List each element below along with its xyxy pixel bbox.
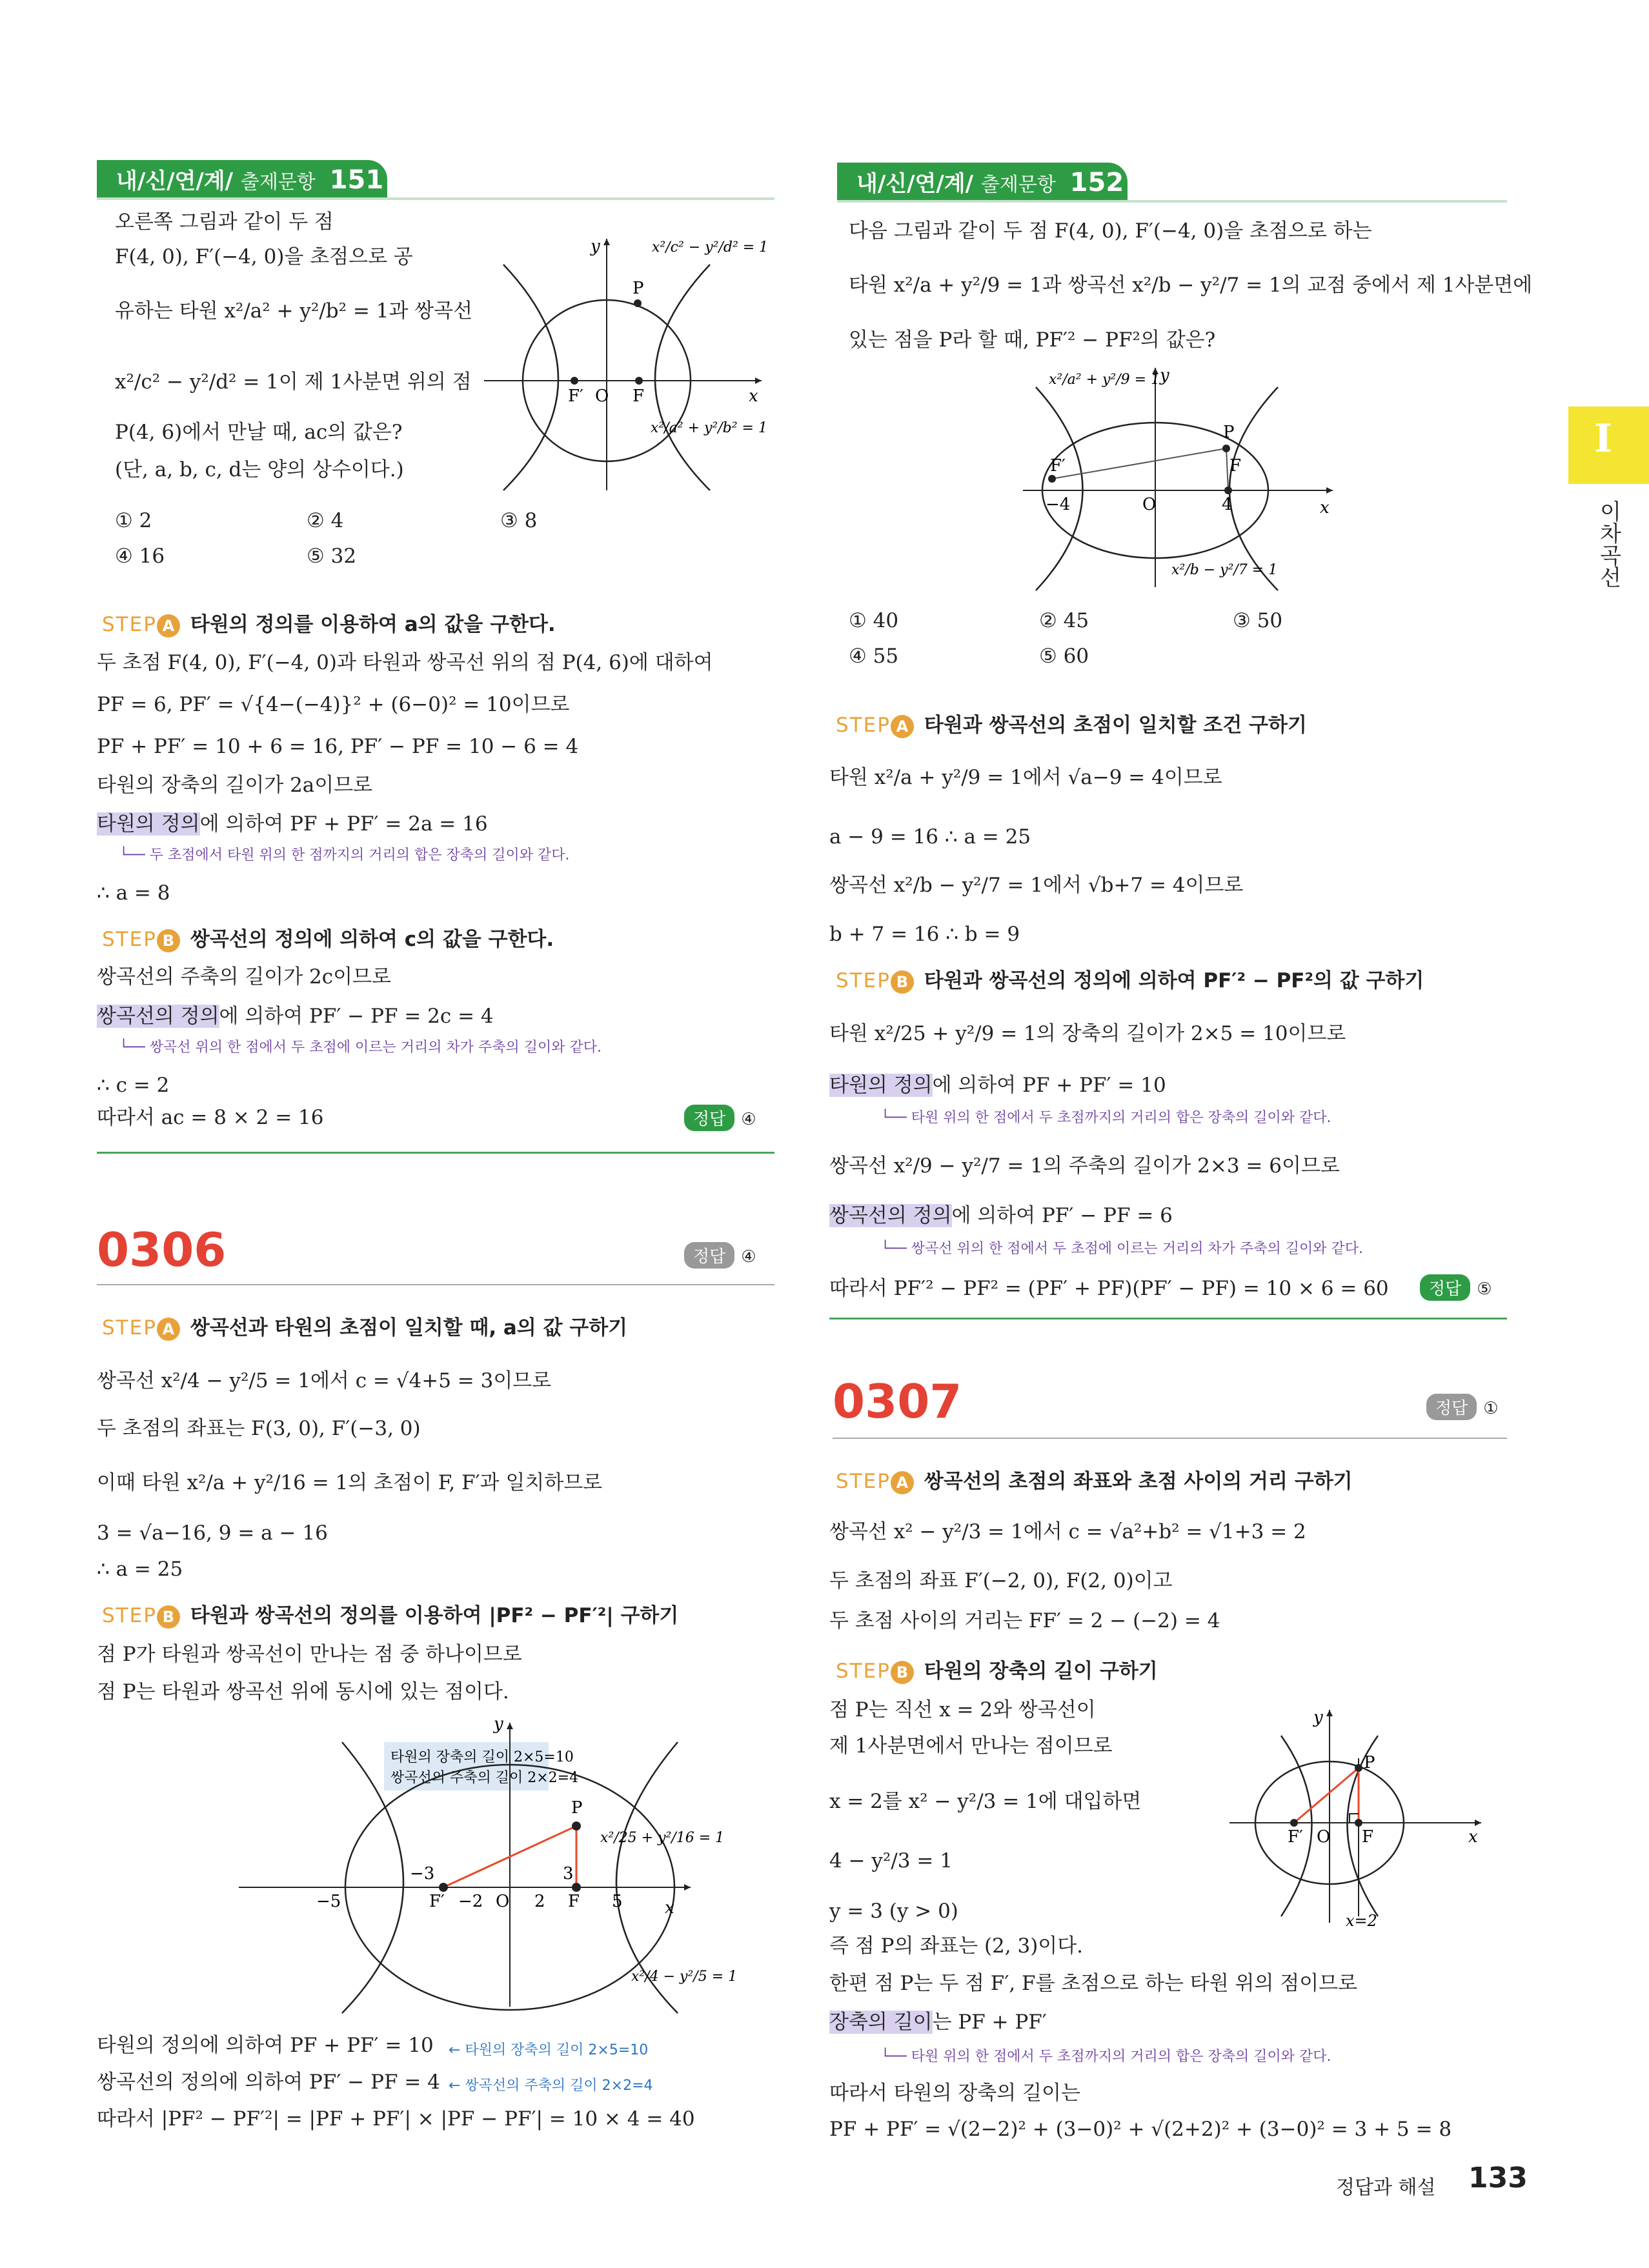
sol-line: PF = 6, PF′ = √{4−(−4)}² + (6−0)² = 10이므로 <box>97 693 570 716</box>
sol-line: a − 9 = 16 ∴ a = 25 <box>829 825 1031 848</box>
step-b-heading <box>836 1654 1158 1684</box>
fig-point-P: P <box>632 279 644 298</box>
sol-line <box>97 810 488 838</box>
sol-line <box>97 1002 494 1030</box>
step-title: 쌍곡선과 타원의 초점이 일치할 때, a의 값 구하기 <box>190 1316 628 1340</box>
p151-line: x²/c² − y²/d² = 1이 제 1사분면 위의 점 <box>115 370 472 394</box>
sol-line: ∴ a = 8 <box>97 881 170 905</box>
p152-line: 타원 x²/a + y²/9 = 1과 쌍곡선 x²/b − y²/7 = 1의 교점 중에서 제 1사분면에 <box>849 274 1533 297</box>
answer-badge <box>1426 1394 1499 1420</box>
sol-line: 한편 점 P는 두 점 F′, F를 초점으로 하는 타원 위의 점이므로 <box>829 1972 1358 1995</box>
sol-line: 점 P가 타원과 쌍곡선이 만나는 점 중 하나이므로 <box>97 1643 522 1666</box>
chapter-number: I <box>1594 416 1613 461</box>
p151-line: F(4, 0), F′(−4, 0)을 초점으로 공 <box>115 245 413 268</box>
step-a-heading <box>102 608 556 637</box>
step-b-heading <box>836 964 1424 994</box>
step-letter: B <box>157 1605 180 1629</box>
sol-line: x = 2를 x² − y²/3 = 1에 대입하면 <box>829 1790 1142 1813</box>
number-underline <box>97 1284 774 1285</box>
answer-badge <box>684 1242 756 1269</box>
sol-text: 에 의하여 PF′ − PF = 2c = 4 <box>219 1005 494 1028</box>
tag-prefix: 내/신/연/계/ <box>856 171 974 197</box>
answer-value: ① <box>1483 1399 1499 1418</box>
p151-line: P(4, 6)에서 만날 때, ac의 값은? <box>115 421 403 444</box>
choice: ② 4 <box>307 509 344 532</box>
footer-label: 정답과 해설 <box>1336 2176 1436 2199</box>
fig-point-Fp: F′ <box>429 1892 445 1911</box>
callout-2: 쌍곡선의 주축의 길이 2×2=4 <box>390 1770 579 1786</box>
choice: ④ 16 <box>115 545 165 568</box>
note: └── 쌍곡선 위의 한 점에서 두 초점에 이르는 거리의 차가 주축의 길이와 같다. <box>119 1039 602 1056</box>
step-a-heading <box>102 1311 627 1341</box>
sol-line: 두 초점 사이의 거리는 FF′ = 2 − (−2) = 4 <box>829 1609 1220 1632</box>
problem-151-tag <box>97 160 387 200</box>
highlight-term: 타원의 정의 <box>829 1074 933 1097</box>
fig-tick: 5 <box>612 1892 623 1911</box>
sol-line: 타원 x²/a + y²/9 = 1에서 √a−9 = 4이므로 <box>829 766 1222 789</box>
section-divider <box>829 1318 1507 1320</box>
step-letter: A <box>891 715 914 738</box>
page-number: 133 <box>1468 2162 1528 2194</box>
answer-badge <box>1420 1274 1492 1301</box>
fig-hyp-eq: x²/4 − y²/5 = 1 <box>631 1969 738 1985</box>
sol-line: 점 P는 직선 x = 2와 쌍곡선이 <box>829 1698 1096 1721</box>
answer-value: ④ <box>741 1110 756 1129</box>
fig-line-label: x=2 <box>1346 1912 1377 1930</box>
sol-line: 쌍곡선 x²/4 − y²/5 = 1에서 c = √4+5 = 3이므로 <box>97 1369 552 1392</box>
choice: ① 40 <box>849 609 899 632</box>
fig-point-Fp: F′ <box>568 386 583 406</box>
figure-0306 <box>239 1710 738 2020</box>
fig-ell-eq: x²/25 + y²/16 = 1 <box>600 1830 725 1846</box>
sol-line: ∴ a = 25 <box>97 1558 183 1581</box>
problem-number: 0306 <box>97 1223 227 1277</box>
step-label: STEP <box>836 714 891 737</box>
callout-1: 타원의 장축의 길이 2×5=10 <box>390 1749 574 1765</box>
sol-line: 쌍곡선의 주축의 길이가 2c이므로 <box>97 965 391 988</box>
fig-x-label: x <box>1320 498 1330 517</box>
sol-line: 4 − y²/3 = 1 <box>829 1849 953 1872</box>
sol-text: 에 의하여 PF + PF′ = 10 <box>932 1074 1166 1097</box>
tag-prefix: 내/신/연/계/ <box>116 168 234 194</box>
step-title: 타원의 정의를 이용하여 a의 값을 구한다. <box>190 613 556 636</box>
fig-point-F: F <box>568 1892 580 1911</box>
fig-y-label: y <box>1313 1708 1323 1727</box>
sol-line: 따라서 PF′² − PF² = (PF′ + PF)(PF′ − PF) = 10 × 6 = 60 <box>829 1277 1389 1300</box>
answer-label: 정답 <box>1420 1274 1470 1301</box>
sol-line: 즉 점 P의 좌표는 (2, 3)이다. <box>829 1934 1084 1958</box>
fig-point-Fp: F′ <box>1050 456 1066 476</box>
step-letter: A <box>157 1318 180 1341</box>
fig-origin: O <box>595 386 609 406</box>
fig-x-label: x <box>665 1898 674 1918</box>
answer-label: 정답 <box>684 1105 734 1131</box>
note: └── 타원 위의 한 점에서 두 초점까지의 거리의 합은 장축의 길이와 같다. <box>881 1110 1331 1126</box>
p151-line: 오른쪽 그림과 같이 두 점 <box>115 210 334 234</box>
fig-hyp-eq: x²/b − y²/7 = 1 <box>1171 562 1278 578</box>
sol-line: b + 7 = 16 ∴ b = 9 <box>829 923 1020 946</box>
step-letter: B <box>891 970 914 994</box>
sol-text: 에 의하여 PF′ − PF = 6 <box>951 1204 1173 1227</box>
sol-line: 타원 x²/25 + y²/9 = 1의 장축의 길이가 2×5 = 10이므로 <box>829 1022 1346 1045</box>
fig-tick: 2 <box>534 1892 545 1911</box>
step-letter: B <box>891 1661 914 1684</box>
chapter-label: 이차곡선 <box>1595 500 1621 588</box>
highlight-term: 쌍곡선의 정의 <box>97 1005 219 1028</box>
fig-hyp-eq: x²/c² − y²/d² = 1 <box>652 239 769 256</box>
p151-line: (단, a, b, c, d는 양의 상수이다.) <box>115 458 404 481</box>
sol-line: PF + PF′ = 10 + 6 = 16, PF′ − PF = 10 − 6 = 4 <box>97 735 579 758</box>
step-a-heading <box>836 1465 1353 1494</box>
fig-origin: O <box>1317 1827 1331 1847</box>
fig-x-label: x <box>749 386 758 406</box>
problem-152-tag <box>837 163 1128 203</box>
fig-ell-eq: x²/a² + y²/b² = 1 <box>651 420 767 436</box>
step-label: STEP <box>836 1470 891 1493</box>
step-title: 쌍곡선의 초점의 좌표와 초점 사이의 거리 구하기 <box>924 1470 1353 1493</box>
fig-x-label: x <box>1468 1827 1478 1847</box>
note: └── 타원 위의 한 점에서 두 초점까지의 거리의 합은 장축의 길이와 같다. <box>881 2049 1331 2065</box>
sol-line: PF + PF′ = √(2−2)² + (3−0)² + √(2+2)² + (3−0)² = 3 + 5 = 8 <box>829 2118 1452 2141</box>
sol-line <box>829 1201 1173 1230</box>
sol-line: ∴ c = 2 <box>97 1074 170 1097</box>
note: ← 타원의 장축의 길이 2×5=10 <box>449 2042 649 2058</box>
sol-line: 쌍곡선 x²/9 − y²/7 = 1의 주축의 길이가 2×3 = 6이므로 <box>829 1154 1340 1178</box>
choice: ① 2 <box>115 509 152 532</box>
sol-line: 쌍곡선 x² − y²/3 = 1에서 c = √a²+b² = √1+3 = 2 <box>829 1520 1306 1543</box>
fig-point-F: F <box>632 386 645 406</box>
note: └── 두 초점에서 타원 위의 한 점까지의 거리의 합은 장축의 길이와 같다. <box>119 847 570 863</box>
step-a-heading <box>836 708 1307 738</box>
sol-line: 따라서 타원의 장축의 길이는 <box>829 2082 1080 2105</box>
sol-line: 제 1사분면에서 만나는 점이므로 <box>829 1734 1113 1758</box>
p152-line: 있는 점을 P라 할 때, PF′² − PF²의 값은? <box>849 328 1216 352</box>
step-b-heading <box>102 1599 678 1629</box>
note-text: 쌍곡선 위의 한 점에서 두 초점에 이르는 거리의 차가 주축의 길이와 같다. <box>911 1241 1363 1257</box>
p152-line: 다음 그림과 같이 두 점 F(4, 0), F′(−4, 0)을 초점으로 하는 <box>849 219 1372 243</box>
fig-point-P: P <box>1364 1753 1375 1772</box>
choice: ④ 55 <box>849 645 899 668</box>
step-title: 타원과 쌍곡선의 초점이 일치할 조건 구하기 <box>924 714 1307 737</box>
step-label: STEP <box>102 928 157 951</box>
sol-line: 3 = √a−16, 9 = a − 16 <box>97 1521 328 1545</box>
fig-origin: O <box>496 1892 510 1911</box>
tag-number: 152 <box>1069 168 1124 197</box>
step-label: STEP <box>102 1604 157 1627</box>
sol-line: 두 초점의 좌표 F′(−2, 0), F(2, 0)이고 <box>829 1569 1173 1592</box>
tag-underline <box>97 197 774 200</box>
answer-label: 정답 <box>684 1242 734 1269</box>
step-title: 타원의 장축의 길이 구하기 <box>924 1660 1158 1683</box>
sol-line: 쌍곡선 x²/b − y²/7 = 1에서 √b+7 = 4이므로 <box>829 874 1244 897</box>
note: ← 쌍곡선의 주축의 길이 2×2=4 <box>449 2078 653 2094</box>
fig-tick: −4 <box>1046 495 1071 514</box>
sol-line: 따라서 |PF² − PF′²| = |PF + PF′| × |PF − PF′| = 10 × 4 = 40 <box>97 2107 695 2131</box>
answer-value: ④ <box>741 1247 756 1267</box>
note-text: 타원 위의 한 점에서 두 초점까지의 거리의 합은 장축의 길이와 같다. <box>911 2049 1331 2065</box>
note-text: 두 초점에서 타원 위의 한 점까지의 거리의 합은 장축의 길이와 같다. <box>149 847 570 863</box>
choice: ③ 8 <box>500 509 538 532</box>
tag-label: 출제문항 <box>240 171 316 194</box>
sol-line: y = 3 (y > 0) <box>829 1900 958 1923</box>
note-text: 타원 위의 한 점에서 두 초점까지의 거리의 합은 장축의 길이와 같다. <box>911 1110 1331 1126</box>
figure-151 <box>478 213 774 497</box>
tag-underline <box>837 200 1507 203</box>
fig-point-F: F <box>1362 1827 1374 1847</box>
sol-line <box>829 1071 1166 1099</box>
answer-value: ⑤ <box>1477 1280 1492 1299</box>
fig-point-Fp: F′ <box>1288 1827 1303 1847</box>
fig-tick: 3 <box>563 1864 574 1883</box>
sol-line <box>829 2008 1047 2036</box>
sol-text: 는 PF + PF′ <box>932 2011 1047 2034</box>
tag-label: 출제문항 <box>980 174 1056 196</box>
choice: ⑤ 32 <box>307 545 357 568</box>
fig-y-label: y <box>591 237 600 256</box>
fig-tick: 4 <box>1222 495 1233 514</box>
fig-tick: −5 <box>316 1892 341 1911</box>
step-title: 쌍곡선의 정의에 의하여 c의 값을 구한다. <box>190 928 554 951</box>
step-label: STEP <box>836 969 891 992</box>
step-title: 타원과 쌍곡선의 정의에 의하여 PF′² − PF²의 값 구하기 <box>924 969 1424 992</box>
step-label: STEP <box>102 1316 157 1340</box>
sol-line: 두 초점 F(4, 0), F′(−4, 0)과 타원과 쌍곡선 위의 점 P(4, 6)에 대하여 <box>97 651 713 674</box>
sol-line: 따라서 ac = 8 × 2 = 16 <box>97 1106 324 1129</box>
sol-line: 쌍곡선의 정의에 의하여 PF′ − PF = 4 <box>97 2071 440 2094</box>
highlight-term: 타원의 정의 <box>97 812 200 836</box>
sol-line: 두 초점의 좌표는 F(3, 0), F′(−3, 0) <box>97 1417 421 1440</box>
sol-line: 점 P는 타원과 쌍곡선 위에 동시에 있는 점이다. <box>97 1680 509 1703</box>
section-divider <box>97 1152 774 1154</box>
fig-tick: −3 <box>410 1864 435 1883</box>
sol-text: 에 의하여 PF + PF′ = 2a = 16 <box>199 812 488 836</box>
note-text: 쌍곡선 위의 한 점에서 두 초점에 이르는 거리의 차가 주축의 길이와 같다. <box>149 1039 602 1056</box>
p151-line: 유하는 타원 x²/a² + y²/b² = 1과 쌍곡선 <box>115 299 473 323</box>
fig-point-P: P <box>1223 423 1235 442</box>
sol-line: 이때 타원 x²/a + y²/16 = 1의 초점이 F, F′과 일치하므로 <box>97 1471 603 1494</box>
step-letter: A <box>891 1471 914 1494</box>
sol-line: 타원의 장축의 길이가 2a이므로 <box>97 774 373 797</box>
fig-y-label: y <box>1160 366 1169 385</box>
highlight-term: 쌍곡선의 정의 <box>829 1204 952 1227</box>
figure-152 <box>1023 361 1346 594</box>
choice: ② 45 <box>1039 609 1089 632</box>
fig-point-F: F <box>1229 456 1242 476</box>
fig-y-label: y <box>494 1714 503 1734</box>
step-letter: A <box>157 614 180 637</box>
sol-line: 타원의 정의에 의하여 PF + PF′ = 10 <box>97 2034 434 2057</box>
note: └── 쌍곡선 위의 한 점에서 두 초점에 이르는 거리의 차가 주축의 길이와 같다. <box>881 1241 1363 1257</box>
answer-label: 정답 <box>1426 1394 1477 1420</box>
fig-point-P: P <box>571 1798 583 1818</box>
step-title: 타원과 쌍곡선의 정의를 이용하여 |PF² − PF′²| 구하기 <box>190 1604 679 1627</box>
fig-origin: O <box>1142 495 1157 514</box>
number-underline <box>833 1438 1507 1439</box>
step-label: STEP <box>836 1660 891 1683</box>
choice: ③ 50 <box>1233 609 1283 632</box>
step-b-heading <box>102 923 554 952</box>
answer-badge <box>684 1105 756 1131</box>
step-label: STEP <box>102 613 157 636</box>
choice: ⑤ 60 <box>1039 645 1089 668</box>
step-letter: B <box>157 929 180 952</box>
tag-number: 151 <box>329 165 384 195</box>
figure-0307 <box>1229 1697 1488 1929</box>
fig-tick: −2 <box>458 1892 483 1911</box>
highlight-term: 장축의 길이 <box>829 2011 933 2034</box>
fig-ell-eq: x²/a² + y²/9 = 1 <box>1049 372 1160 388</box>
problem-number: 0307 <box>833 1374 962 1429</box>
